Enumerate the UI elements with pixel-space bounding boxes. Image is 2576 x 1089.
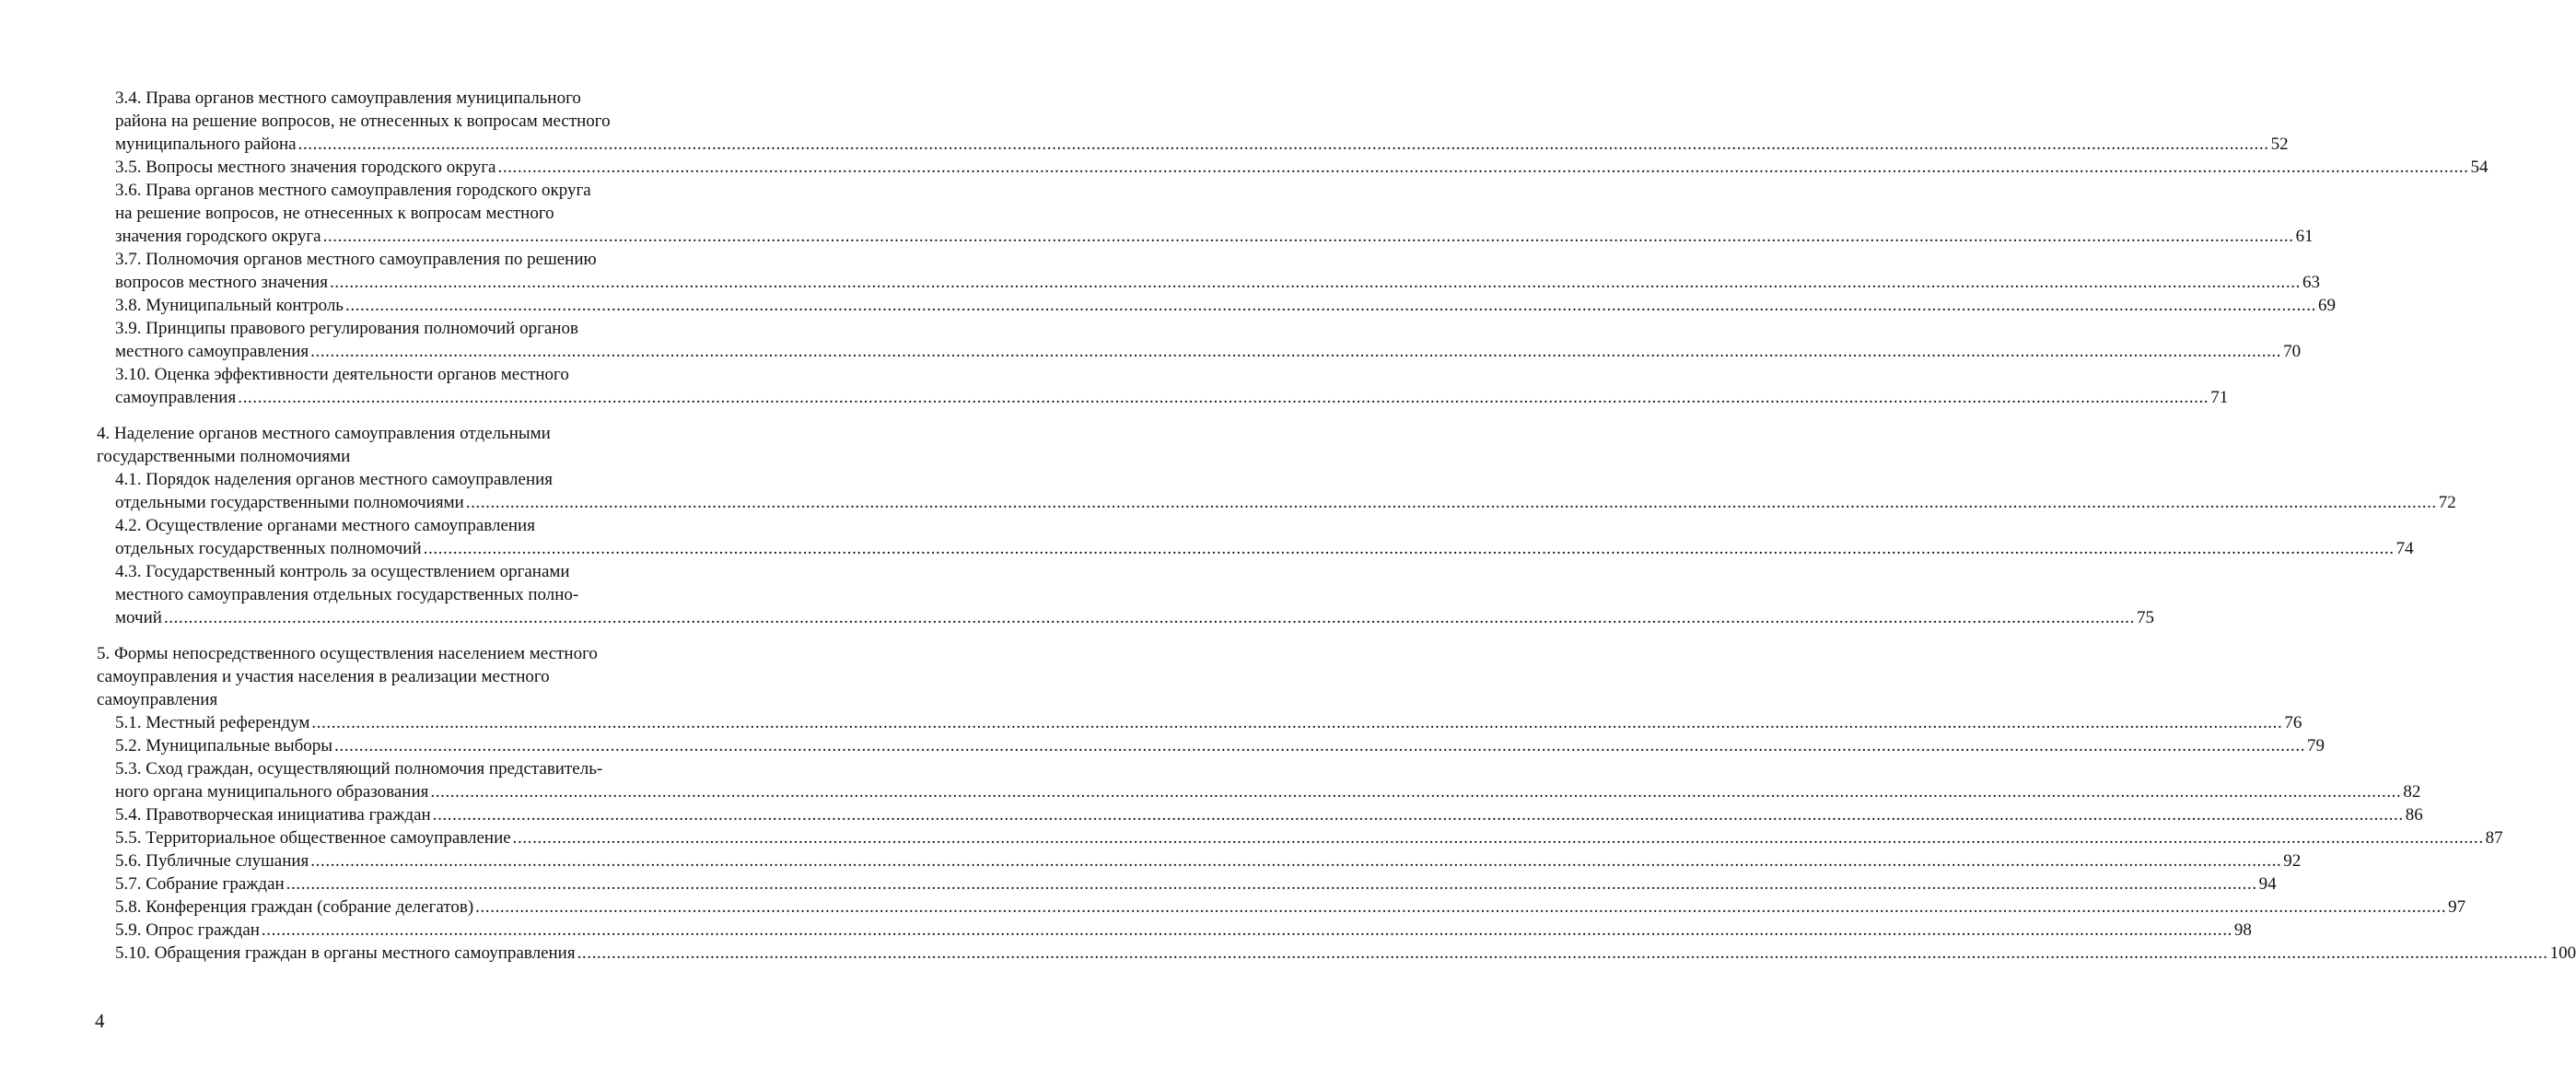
toc-entry-text: ного органа муниципального образования <box>115 782 429 802</box>
toc-entry[interactable] <box>115 317 2302 363</box>
dot-leader: ................................................................................................................................................................................................................................................................................................................................................................................................................ <box>310 342 2282 361</box>
toc-entry-text: 5.6. Публичные слушания <box>115 851 309 871</box>
dot-leader: ................................................................................................................................................................................................................................................................................................................................................................................................................ <box>432 805 2404 825</box>
toc-entry-text: 5.4. Правотворческая инициатива граждан <box>115 805 431 825</box>
toc-page-number: 98 <box>2233 920 2252 940</box>
toc-entry-text: 3.4. Права органов местного самоуправления муниципального <box>115 88 581 108</box>
toc-page-number: 74 <box>2395 539 2414 558</box>
toc-entry-last-line <box>115 849 2302 872</box>
toc-section <box>97 87 2489 409</box>
toc-page-number: 87 <box>2485 828 2503 848</box>
toc-page-number: 92 <box>2283 851 2302 871</box>
toc-entry-text: 5.7. Собрание граждан <box>115 874 285 894</box>
dot-leader: ................................................................................................................................................................................................................................................................................................................................................................................................................ <box>423 539 2395 558</box>
toc-entry[interactable] <box>115 294 2336 317</box>
toc-page-number: 61 <box>2295 227 2314 246</box>
toc-entry-last-line <box>115 919 2252 942</box>
dot-leader: ................................................................................................................................................................................................................................................................................................................................................................................................................ <box>334 736 2306 755</box>
table-of-contents <box>97 87 2576 965</box>
toc-entry-last-line <box>115 491 2456 514</box>
toc-entry-text: 3.5. Вопросы местного значения городского округа <box>115 158 496 177</box>
dot-leader: ................................................................................................................................................................................................................................................................................................................................................................................................................ <box>577 943 2548 963</box>
toc-entry-text: значения городского округа <box>115 227 321 246</box>
dot-leader: ................................................................................................................................................................................................................................................................................................................................................................................................................ <box>475 897 2447 917</box>
toc-entry[interactable] <box>115 896 2466 919</box>
toc-entry[interactable] <box>115 514 2414 560</box>
toc-entry-text: 5.2. Муниципальные выборы <box>115 736 333 755</box>
toc-entry-last-line <box>115 942 2576 965</box>
section-title-line: самоуправления и участия населения в реализации местного <box>97 667 550 686</box>
toc-entry[interactable] <box>115 87 2289 156</box>
dot-leader: ................................................................................................................................................................................................................................................................................................................................................................................................................ <box>430 782 2402 802</box>
toc-entry-text: 4.1. Порядок наделения органов местного самоуправления <box>115 470 554 489</box>
page-number: 4 <box>95 1010 105 1032</box>
toc-page-number: 69 <box>2317 296 2336 315</box>
toc-entry-text: самоуправления <box>115 388 237 407</box>
toc-entry-last-line <box>115 780 2421 803</box>
toc-page-number: 97 <box>2448 897 2466 917</box>
toc-page-number: 63 <box>2302 273 2320 292</box>
toc-entry[interactable] <box>115 156 2489 179</box>
toc-page-number: 75 <box>2136 608 2154 627</box>
toc-entry-last-line <box>115 872 2277 896</box>
toc-page-number: 76 <box>2284 713 2302 732</box>
section-title-line: самоуправления <box>97 690 218 709</box>
dot-leader: ................................................................................................................................................................................................................................................................................................................................................................................................................ <box>310 851 2282 871</box>
toc-page-number: 94 <box>2258 874 2277 894</box>
toc-page-number: 86 <box>2405 805 2423 825</box>
toc-entry-text: 5.8. Конференция граждан (собрание делегатов) <box>115 897 474 917</box>
toc-entry[interactable] <box>115 826 2503 849</box>
toc-entry[interactable] <box>115 757 2421 803</box>
toc-entry-last-line <box>115 606 2154 629</box>
toc-entry-text: 5.9. Опрос граждан <box>115 920 260 940</box>
toc-entry-text: на решение вопросов, не отнесенных к вопросам местного <box>115 204 554 223</box>
toc-entry-text: мочий <box>115 608 162 627</box>
toc-entry-text: местного самоуправления <box>115 342 309 361</box>
section-title <box>97 642 691 711</box>
toc-entry[interactable] <box>115 179 2314 248</box>
dot-leader: ................................................................................................................................................................................................................................................................................................................................................................................................................ <box>512 828 2484 848</box>
dot-leader: ................................................................................................................................................................................................................................................................................................................................................................................................................ <box>497 158 2469 177</box>
dot-leader: ................................................................................................................................................................................................................................................................................................................................................................................................................ <box>344 296 2316 315</box>
toc-entry-text: 4.3. Государственный контроль за осуществлением органами <box>115 562 570 581</box>
toc-entry-text: 5.10. Обращения граждан в органы местного самоуправления <box>115 943 576 963</box>
toc-entry-text: 3.9. Принципы правового регулирования полномочий органов <box>115 319 578 338</box>
toc-entry-last-line <box>115 896 2466 919</box>
toc-entry-last-line <box>115 294 2336 317</box>
toc-entry[interactable] <box>115 872 2277 896</box>
dot-leader: ................................................................................................................................................................................................................................................................................................................................................................................................................ <box>286 874 2257 894</box>
toc-entry-last-line <box>115 734 2325 757</box>
toc-entry-text: муниципального района <box>115 135 297 154</box>
toc-page-number: 70 <box>2283 342 2302 361</box>
toc-entry[interactable] <box>115 849 2302 872</box>
section-title-line: 4. Наделение органов местного самоуправления отдельными <box>97 424 551 443</box>
toc-entry-last-line <box>115 156 2489 179</box>
toc-page-number: 52 <box>2270 135 2289 154</box>
toc-entry[interactable] <box>115 468 2456 514</box>
section-title <box>97 422 691 468</box>
toc-entry-text: 5.5. Территориальное общественное самоуправление <box>115 828 511 848</box>
dot-leader: ................................................................................................................................................................................................................................................................................................................................................................................................................ <box>238 388 2209 407</box>
toc-entry-text: отдельными государственными полномочиями <box>115 493 464 512</box>
toc-entry-last-line <box>115 225 2314 248</box>
toc-section <box>97 422 2456 629</box>
toc-entry-last-line <box>115 803 2423 826</box>
toc-entry-last-line <box>115 133 2289 156</box>
toc-entry-text: 3.10. Оценка эффективности деятельности органов местного <box>115 365 569 384</box>
toc-entry[interactable] <box>115 711 2302 734</box>
toc-entry-text: 5.1. Местный референдум <box>115 713 310 732</box>
toc-entry-last-line <box>115 537 2414 560</box>
toc-entry-text: 3.8. Муниципальный контроль <box>115 296 344 315</box>
dot-leader: ................................................................................................................................................................................................................................................................................................................................................................................................................ <box>322 227 2294 246</box>
toc-entry-last-line <box>115 271 2320 294</box>
dot-leader: ................................................................................................................................................................................................................................................................................................................................................................................................................ <box>261 920 2232 940</box>
section-title-line: 5. Формы непосредственного осуществления населением местного <box>97 644 598 663</box>
toc-entry[interactable] <box>115 363 2229 409</box>
toc-page-number: 100 <box>2549 943 2576 963</box>
dot-leader: ................................................................................................................................................................................................................................................................................................................................................................................................................ <box>297 135 2269 154</box>
dot-leader: ................................................................................................................................................................................................................................................................................................................................................................................................................ <box>311 713 2283 732</box>
toc-entry-text: 4.2. Осуществление органами местного самоуправления <box>115 516 535 535</box>
toc-section <box>97 642 2576 965</box>
toc-entry-text: района на решение вопросов, не отнесенных к вопросам местного <box>115 111 611 131</box>
toc-entry-text: 3.7. Полномочия органов местного самоуправления по решению <box>115 250 597 269</box>
toc-page-number: 54 <box>2470 158 2489 177</box>
toc-entry-text: отдельных государственных полномочий <box>115 539 422 558</box>
toc-entry-text: вопросов местного значения <box>115 273 328 292</box>
toc-entry-text: 3.6. Права органов местного самоуправления городского округа <box>115 181 591 200</box>
toc-entry-last-line <box>115 340 2302 363</box>
toc-entry-text: 5.3. Сход граждан, осуществляющий полномочия представитель- <box>115 759 603 779</box>
toc-entry[interactable] <box>115 942 2576 965</box>
toc-page-number: 71 <box>2210 388 2229 407</box>
toc-entry[interactable] <box>115 803 2423 826</box>
toc-page-number: 82 <box>2403 782 2421 802</box>
dot-leader: ................................................................................................................................................................................................................................................................................................................................................................................................................ <box>465 493 2437 512</box>
toc-entry[interactable] <box>115 248 2320 294</box>
toc-page-number: 72 <box>2438 493 2456 512</box>
toc-entry[interactable] <box>115 919 2252 942</box>
section-title-line: государственными полномочиями <box>97 447 351 466</box>
toc-entry[interactable] <box>115 560 2154 629</box>
toc-entry-text: местного самоуправления отдельных государственных полно- <box>115 585 579 604</box>
dot-leader: ................................................................................................................................................................................................................................................................................................................................................................................................................ <box>163 608 2135 627</box>
toc-entry-last-line <box>115 711 2302 734</box>
toc-entry-last-line <box>115 386 2229 409</box>
toc-entry-last-line <box>115 826 2503 849</box>
toc-entry[interactable] <box>115 734 2325 757</box>
toc-page-number: 79 <box>2307 736 2325 755</box>
dot-leader: ................................................................................................................................................................................................................................................................................................................................................................................................................ <box>329 273 2301 292</box>
